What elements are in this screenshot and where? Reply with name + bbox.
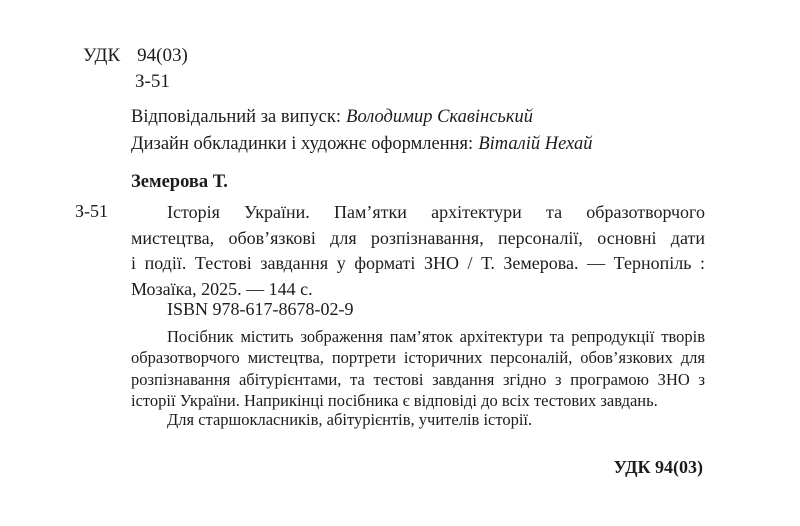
credit-line-editor [131, 104, 593, 131]
annotation-line: образотворчого мистецтва, портрети історичних персоналій, обов’язкових для [131, 348, 705, 368]
record-line: мистецтва, обов’язкові для розпізнавання, персоналії, основні дати [131, 227, 705, 248]
credit-line-designer [131, 131, 593, 158]
credit-name: Віталій Нехай [478, 134, 593, 154]
credit-name: Володимир Скавінський [346, 107, 533, 127]
udc-block [83, 44, 188, 94]
udc-label: УДК [83, 45, 121, 66]
record-line: і події. Тестові завдання у форматі ЗНО / Т. Земерова. — Тернопіль : [131, 253, 705, 274]
record-margin-code: З-51 [75, 201, 109, 221]
book-code: З-51 [135, 71, 170, 92]
isbn-number: ISBN 978-617-8678-02-9 [167, 299, 354, 319]
footer-udc: УДК 94(03) [613, 457, 703, 477]
annotation-line: історії України. Наприкінці посібника є відповіді до всіх тестових завдань. [131, 391, 658, 411]
annotation-paragraph [131, 326, 705, 412]
credits-block [131, 104, 593, 158]
bibliographic-record [131, 200, 705, 302]
credit-role: Відповідальний за випуск: [131, 107, 341, 127]
annotation-line: Посібник містить зображення пам’яток архітектури та репродукції творів [167, 327, 705, 346]
audience-line: Для старшокласників, абітурієнтів, учителів історії. [167, 410, 533, 429]
author-name: Земерова Т. [131, 172, 228, 192]
annotation-line: розпізнавання абітурієнтами, та тестові завдання згідно з програмою ЗНО з [131, 369, 705, 389]
credit-role: Дизайн обкладинки і художнє оформлення: [131, 134, 474, 154]
record-line: Історія України. Пам’ятки архітектури та образотворчого [167, 202, 705, 222]
udc-line [83, 44, 188, 68]
udc-value: 94(03) [137, 45, 188, 66]
record-line: Мозаїка, 2025. — 144 с. [131, 278, 313, 299]
